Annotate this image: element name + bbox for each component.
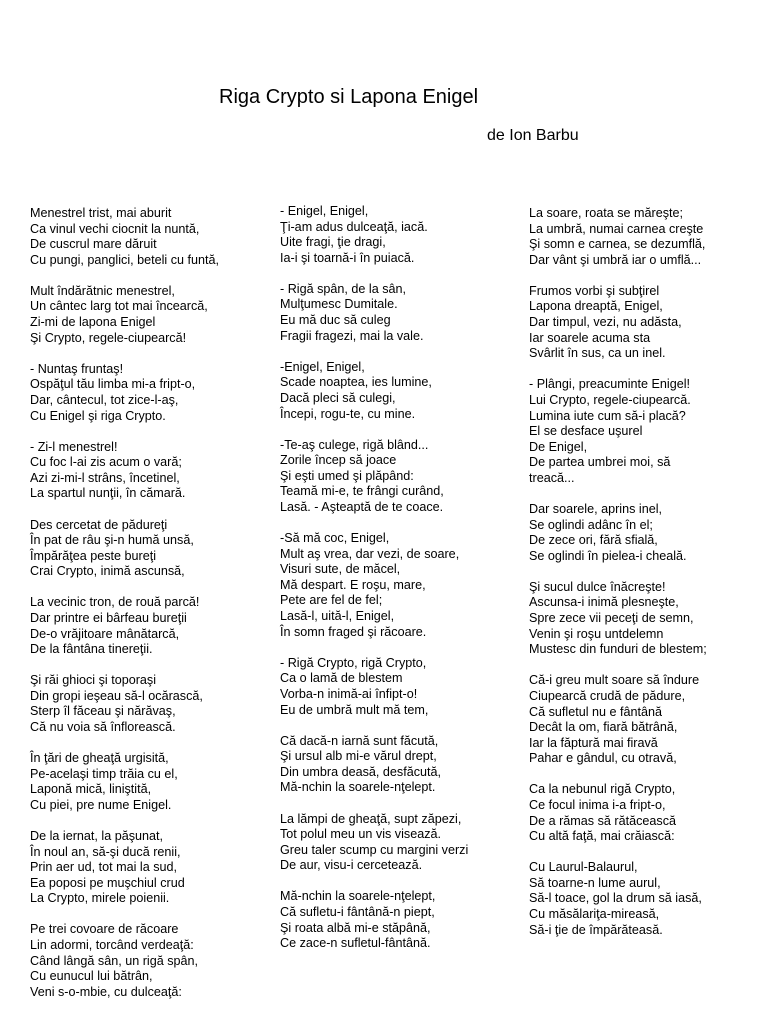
verse-line: Tot polul meu un vis visează. [280,827,442,842]
verse-line: La lămpi de gheaţă, supt zăpezi, [280,811,462,826]
verse-line: Şi eşti umed şi plăpând: [280,468,414,483]
verse-line: În noul an, să-şi ducă renii, [30,844,181,859]
verse-line: Cu Enigel şi riga Crypto. [30,408,166,423]
verse-line: Eu mă duc să culeg [280,313,391,328]
verse-line: Şi răi ghioci şi toporaşi [30,673,156,688]
verse-line: La vecinic tron, de rouă parcă! [30,595,200,610]
verse-line: Să toarne-n lume aurul, [529,875,661,890]
verse-line: - Nuntaş fruntaş! [30,361,124,376]
verse-line: Prin aer ud, tot mai la sud, [30,860,177,875]
verse-line: Ea poposi pe muşchiul crud [30,875,185,890]
verse-line: treacă... [529,470,575,485]
verse-line: Se oglindi adânc în el; [529,517,653,532]
verse-line: Venin şi roşu untdelemn [529,626,664,641]
verse-line: Începi, rogu-te, cu mine. [280,406,416,421]
stanza [529,580,707,658]
verse-line: Decât la om, fiară bătrână, [529,720,678,735]
verse-line: Ospăţul tău limba mi-a fript-o, [30,377,196,392]
verse-line: - Zi-l menestrel! [30,439,118,454]
verse-line: Vorba-n inimă-ai înfipt-o! [280,686,418,701]
verse-line: Ce focul inima i-a fript-o, [529,798,666,812]
verse-line: Pe trei covoare de răcoare [30,922,179,937]
stanza [529,377,707,486]
verse-line: Pe-acelaşi timp trăia cu el, [30,766,178,781]
stanza [280,889,468,951]
verse-line: Un cântec larg tot mai încearcă, [30,299,208,314]
verse-line: El se desface uşurel [529,424,643,439]
verse-line: De zece ori, fără sfială, [529,533,658,548]
verse-line: Cu eunucul lui bătrân, [30,969,153,984]
verse-line: Eu de umbră mult mă tem, [280,702,429,717]
stanza [280,531,468,640]
verse-line: Se oglindi în pielea-i cheală. [529,548,687,563]
stanza [30,518,219,580]
verse-line: Azi zi-mi-l strâns, încetinel, [30,470,180,485]
stanza [30,284,219,346]
stanza [30,362,219,424]
verse-line: Şi somn e carnea, se dezumflă, [529,237,706,252]
stanza [529,502,707,564]
stanza [280,282,468,344]
verse-line: - Enigel, Enigel, [280,204,369,218]
verse-line: -Te-aş culege, rigă blând... [280,437,429,452]
verse-line: Pahar e gândul, cu otravă, [529,751,677,766]
verse-line: Spre zece vii peceţi de semn, [529,611,694,626]
verse-line: Ca la nebunul rigă Crypto, [529,782,676,797]
verse-line: Dar, cântecul, tot zice-l-aş, [30,392,179,407]
verse-line: Cu măsălariţa-mireasă, [529,907,660,922]
verse-line: De aur, visu-i cercetează. [280,858,423,873]
verse-line: În somn fraged şi răcoare. [280,624,427,639]
verse-line: Pete are fel de fel; [280,593,383,608]
verse-line: Ia-i şi toarnă-i în puiacă. [280,250,415,265]
verse-line: Cu altă faţă, mai crăiască: [529,829,675,844]
verse-line: Ca vinul vechi ciocnit la nuntă, [30,221,200,236]
verse-line: Din umbra deasă, desfăcută, [280,764,442,779]
verse-line: Teamă mi-e, te frângi curând, [280,484,444,499]
verse-line: Veni s-o-mbie, cu dulceaţă: [30,984,182,999]
stanza [30,673,219,735]
stanza [529,284,707,362]
verse-line: Ţi-am adus dulceaţă, iacă. [280,219,428,234]
stanza [280,656,468,718]
verse-line: Că sufletu-i fântână-n piept, [280,904,435,919]
verse-line: La spartul nunţii, în cămară. [30,486,186,501]
verse-line: Ciupearcă crudă de pădure, [529,688,686,703]
verse-line: De la fântâna tinereţii. [30,642,153,657]
verse-line: Când lângă sân, un rigă spân, [30,953,199,968]
verse-line: Crai Crypto, inimă ascunsă, [30,564,185,579]
stanza [280,812,468,874]
verse-line: În pat de râu şi-n humă unsă, [30,533,194,548]
verse-line: Să-i ţie de împărăteasă. [529,922,663,937]
verse-line: - Rigă spân, de la sân, [280,281,407,296]
verse-line: Mă despart. E roşu, mare, [280,577,426,592]
verse-line: Frumos vorbi şi subţirel [529,283,660,298]
verse-line: Ce zace-n sufletul-fântână. [280,936,431,951]
verse-line: Ascunsa-i inimă plesneşte, [529,595,679,610]
verse-line: Lasă. - Aşteaptă de te coace. [280,500,444,514]
verse-line: Şi roata albă mi-e stăpână, [280,920,431,935]
verse-line: La soare, roata se măreşte; [529,206,684,220]
stanza [30,922,219,1000]
verse-line: La Crypto, mirele poienii. [30,891,170,906]
verse-line: La umbră, numai carnea creşte [529,221,704,236]
verse-line: În ţări de gheaţă urgisită, [30,751,169,766]
stanza [30,751,219,813]
verse-line: Laponă mică, liniştită, [30,782,152,797]
verse-line: Mult aş vrea, dar vezi, de soare, [280,546,460,561]
verse-line: Dar soarele, aprins inel, [529,502,662,516]
verse-line: Că sufletul nu e fântână [529,704,663,719]
stanza [30,829,219,907]
verse-line: De partea umbrei moi, să [529,455,671,470]
verse-line: Svârlit în sus, ca un inel. [529,346,666,361]
verse-line: Cu Laurul-Balaurul, [529,860,638,875]
stanza [30,595,219,657]
stanza [529,782,707,844]
verse-line: Scade noaptea, ies lumine, [280,375,432,390]
verse-line: Greu taler scump cu margini verzi [280,842,469,857]
verse-line: Şi ursul alb mi-e vărul drept, [280,749,437,764]
verse-line: Dacă pleci să culegi, [280,390,396,405]
verse-line: Lasă-l, uită-l, Enigel, [280,609,395,624]
verse-line: Împărăţea peste bureţi [30,548,157,563]
verse-line: Ca o lamă de blestem [280,671,403,686]
stanza [529,673,707,767]
verse-line: Că dacă-n iarnă sunt făcută, [280,733,439,748]
poem-column-2 [280,204,468,952]
stanza [529,860,707,938]
verse-line: Uite fragi, ţie dragi, [280,235,386,250]
verse-line: Şi Crypto, regele-ciupearcă! [30,330,187,345]
verse-line: Des cercetat de pădureţi [30,517,168,532]
verse-line: Iar soarele acuma sta [529,330,651,345]
verse-line: -Să mă coc, Enigel, [280,531,390,546]
verse-line: Mă-nchin la soarele-nţelept, [280,889,436,904]
verse-line: Iar la făptură mai firavă [529,735,658,750]
verse-line: Şi sucul dulce înăcreşte! [529,579,666,594]
verse-line: Menestrel trist, mai aburit [30,206,172,220]
verse-line: Dar printre ei bârfeau bureţii [30,610,187,625]
verse-line: Visuri sute, de măcel, [280,562,401,577]
poem-column-1 [30,206,219,1000]
verse-line: Cu pungi, panglici, beteli cu funtă, [30,252,220,267]
verse-line: De-o vrăjitoare mânătarcă, [30,626,180,641]
verse-line: Mustesc din funduri de blestem; [529,642,707,657]
stanza [280,360,468,422]
stanza [280,204,468,266]
verse-line: Dar vânt şi umbră iar o umflă... [529,252,702,267]
verse-line: Cu piei, pre nume Enigel. [30,797,172,812]
poem-title: Riga Crypto si Lapona Enigel [219,86,479,108]
verse-line: - Plângi, preacuminte Enigel! [529,377,691,392]
verse-line: Din gropi ieşeau să-l ocărască, [30,688,203,703]
verse-line: De la iernat, la păşunat, [30,829,164,843]
poem-author: de Ion Barbu [487,127,579,144]
verse-line: Mult îndărătnic menestrel, [30,283,175,298]
stanza [529,206,707,268]
verse-line: - Rigă Crypto, rigă Crypto, [280,655,427,670]
verse-line: Lumina iute cum să-i placă? [529,408,686,423]
verse-line: De a rămas să rătăcească [529,813,676,828]
verse-line: Lin adormi, torcând verdeaţă: [30,938,194,953]
verse-line: -Enigel, Enigel, [280,359,365,374]
verse-line: Să-l toace, gol la drum să iasă, [529,891,702,906]
verse-line: Că-i greu mult soare să îndure [529,673,700,688]
verse-line: Mulţumesc Dumitale. [280,297,398,312]
poem-column-3 [529,206,707,938]
verse-line: Mă-nchin la soarele-nţelept. [280,780,436,795]
verse-line: Zi-mi de lapona Enigel [30,315,156,330]
verse-line: Zorile încep să joace [280,453,397,468]
verse-line: De Enigel, [529,439,588,454]
stanza [30,440,219,502]
verse-line: Sterp îl făceau şi nărăvaş, [30,704,176,719]
verse-line: Că nu voia să înflorească. [30,720,176,735]
stanza [280,734,468,796]
verse-line: Lui Crypto, regele-ciupearcă. [529,392,691,407]
verse-line: Dar timpul, vezi, nu adăsta, [529,315,682,330]
verse-line: Fragii fragezi, mai la vale. [280,328,424,343]
stanza [280,438,468,516]
verse-line: De cuscrul mare dăruit [30,237,157,252]
stanza [30,206,219,268]
verse-line: Lapona dreaptă, Enigel, [529,299,663,314]
verse-line: Cu foc l-ai zis acum o vară; [30,455,182,470]
